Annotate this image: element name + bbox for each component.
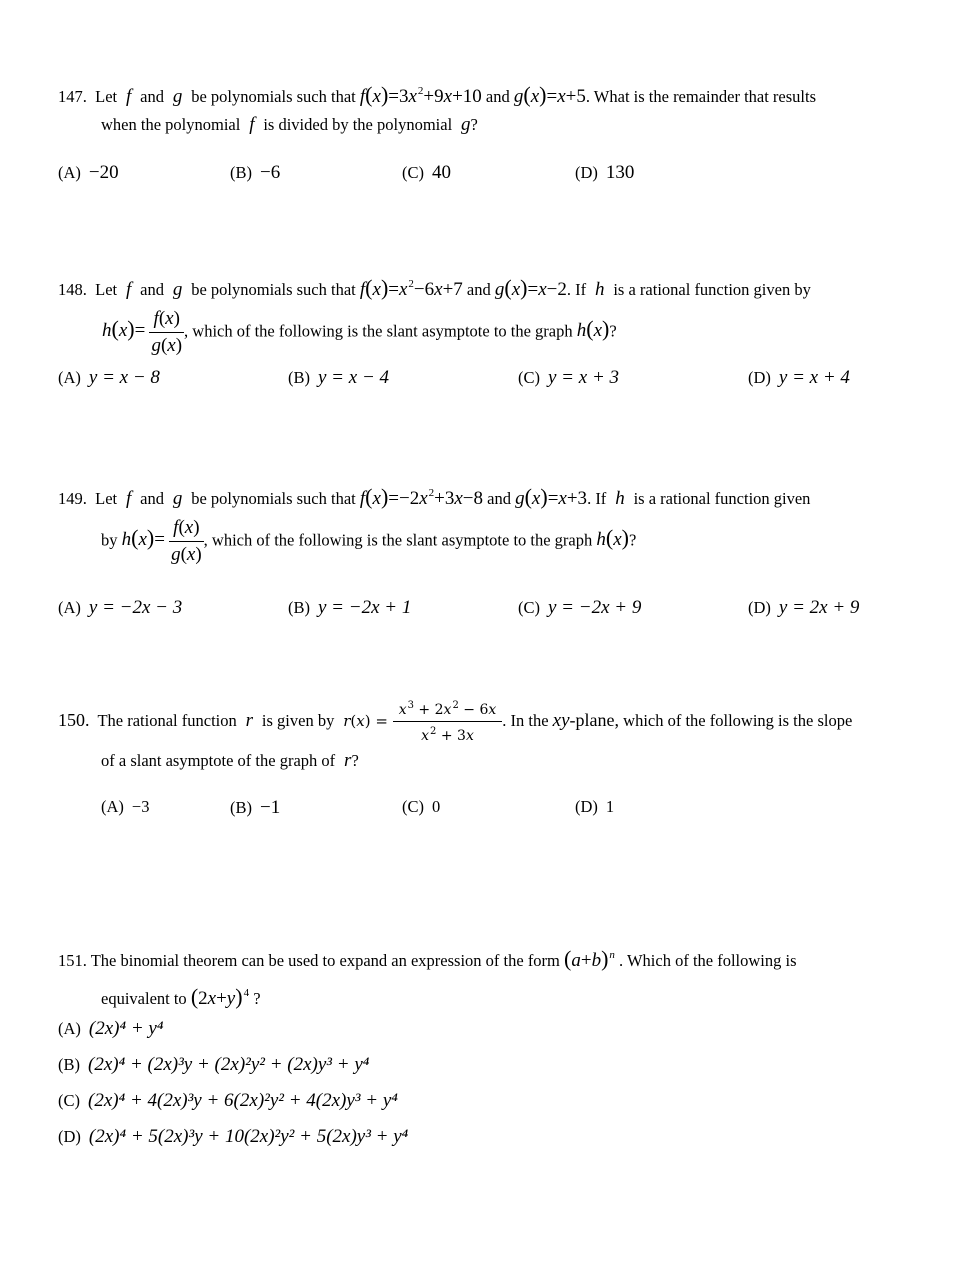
choice-151-d[interactable]: (D) (2x)⁴ + 5(2x)³y + 10(2x)²y² + 5(2x)y³ + y⁴ [58, 1126, 409, 1147]
choice-148-a[interactable]: (A) y = x − 8 [58, 367, 160, 388]
choice-149-b[interactable]: (B) y = −2x + 1 [288, 597, 412, 618]
question-148-line-2: h(x)= $\frac{f(x)}{g(x)}$ , which of the following is the slant asymptote to the graph h(x)? [102, 308, 617, 356]
choice-149-d[interactable]: (D) y = 2x + 9 [748, 597, 860, 618]
choice-147-d[interactable]: (D) 130 [575, 162, 635, 183]
choice-151-a[interactable]: (A) (2x)⁴ + y⁴ [58, 1018, 164, 1039]
question-150-line-2: of a slant asymptote of the graph of r? [101, 750, 359, 771]
choice-149-c[interactable]: (C) y = −2x + 9 [518, 597, 642, 618]
choice-147-c[interactable]: (C) 40 [402, 162, 451, 183]
question-149-line-2: by h(x)= $\frac{f(x)}{g(x)}$ , which of the following is the slant asymptote to the graph h(x)? [101, 517, 637, 565]
choice-150-b[interactable]: (B) −1 [230, 797, 281, 818]
question-147-line-2: when the polynomial f is divided by the polynomial g? [101, 114, 478, 135]
choice-148-b[interactable]: (B) y = x − 4 [288, 367, 390, 388]
choice-150-d[interactable]: (D) 1 [575, 797, 615, 816]
question-147-line-1: 147. Let f and g be polynomials such that $f(x)=3x^2+9x+10$ and g(x)=x+5. What is the remainder that results [58, 82, 817, 107]
choice-148-c[interactable]: (C) y = x + 3 [518, 367, 620, 388]
question-149-line-1: 149. Let f and g be polynomials such that $f(x)=-2x^2+3x-8$ and g(x)=x+3. If h is a rational function given [58, 484, 811, 509]
choice-147-b[interactable]: (B) −6 [230, 162, 281, 183]
choice-151-b[interactable]: (B) (2x)⁴ + (2x)³y + (2x)²y² + (2x)y³ + y⁴ [58, 1054, 370, 1075]
choice-151-c[interactable]: (C) (2x)⁴ + 4(2x)³y + 6(2x)²y² + 4(2x)y³ + y⁴ [58, 1090, 398, 1111]
choice-149-a[interactable]: (A) y = −2x − 3 [58, 597, 183, 618]
choice-148-d[interactable]: (D) y = x + 4 [748, 367, 850, 388]
choice-147-a[interactable]: (A) −20 [58, 162, 119, 183]
choice-150-a[interactable]: (A) −3 [101, 797, 150, 816]
fraction-f-over-g: $\frac{f(x)}{g(x)}$ [151, 308, 183, 356]
question-148-line-1: 148. Let f and g be polynomials such that $f(x)=x^2-6x+7$ and g(x)=x−2. If h is a rational function given by [58, 275, 811, 300]
question-151-line-1: 151. The binomial theorem can be used to expand an expression of the form $(a+b)^n$ . Which of the following is [58, 946, 797, 971]
fraction-f-over-g: $\frac{f(x)}{g(x)}$ [171, 517, 202, 565]
choice-150-c[interactable]: (C) 0 [402, 797, 441, 816]
question-150-line-1: 150. The rational function r is given by r(x) = $\frac{x^3 + 2x^2 - 6x}{x^2 + 3x}$ . In the xy-plane, which of the following is the slope [58, 700, 853, 744]
question-151-line-2: equivalent to $(2x+y)^4$ ? [101, 984, 261, 1009]
fraction-r-of-x: $\frac{x^3 + 2x^2 - 6x}{x^2 + 3x}$ [393, 700, 503, 744]
